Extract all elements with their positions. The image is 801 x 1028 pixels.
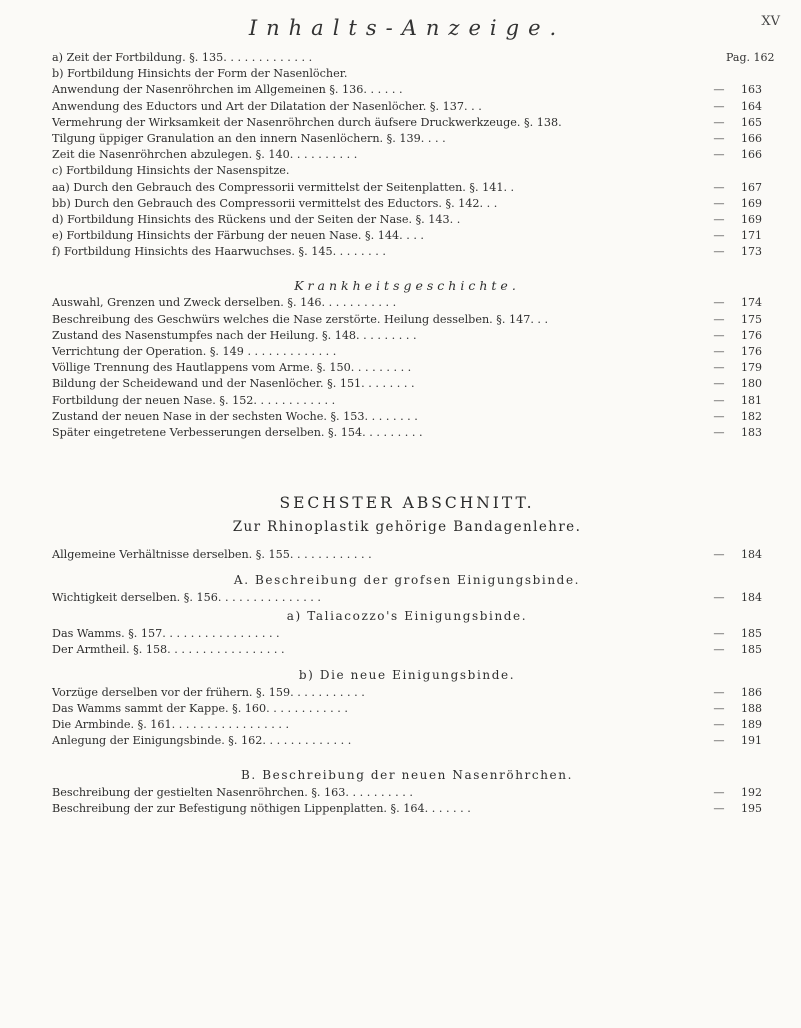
toc-entry-dash: — (713, 548, 725, 562)
toc-entry-text: f) Fortbildung Hinsichts des Haarwuchses. §. 145. . . . . . . . (52, 245, 386, 259)
toc-entry (52, 147, 762, 163)
toc-entry (52, 733, 762, 749)
toc-entry-text: Später eingetretene Verbesserungen derselben. §. 154. . . . . . . . . (52, 425, 423, 439)
toc-entry (52, 99, 762, 115)
toc-entry-page: 189 (741, 718, 762, 732)
section-subtitle: Zur Rhinoplastik gehörige Bandagenlehre. (232, 519, 582, 536)
toc-entry-page: 181 (741, 393, 762, 407)
toc-entry-page: 163 (741, 83, 762, 97)
toc-entry-page: 182 (741, 409, 762, 423)
toc-entry-page: 180 (741, 377, 762, 391)
toc-entry-text: Das Wamms sammt der Kappe. §. 160. . . . . . . . . . . . (52, 702, 348, 716)
toc-block-krankheitsgeschichte (52, 295, 762, 441)
toc-entry-text: Tilgung üppiger Granulation an den innern Nasenlöchern. §. 139. . . . (52, 131, 446, 145)
toc-entry-dash: — (713, 425, 725, 439)
toc-entry-text: e) Fortbildung Hinsichts der Färbung der neuen Nase. §. 144. . . . (52, 229, 424, 243)
heading-b-lower: b) Die neue Einigungsbinde. (298, 667, 516, 682)
toc-entry (52, 626, 762, 642)
toc-line-allgemeine (52, 547, 762, 563)
toc-entry-page: 184 (741, 591, 762, 605)
toc-entry-text: Anwendung der Nasenröhrchen im Allgemeinen §. 136. . . . . . (52, 83, 403, 97)
toc-entry-dash: — (713, 361, 725, 375)
toc-entry-dash: — (713, 196, 725, 210)
toc-entry-page: 166 (741, 131, 762, 145)
toc-entry-text: Völlige Trennung des Hautlappens vom Arme. §. 150. . . . . . . . . (52, 361, 412, 375)
toc-entry (52, 717, 762, 733)
toc-line-wichtigkeit (52, 590, 762, 606)
toc-entry-text: Bildung der Scheidewand und der Nasenlöcher. §. 151. . . . . . . . (52, 377, 415, 391)
toc-entry-dash: — (713, 245, 725, 259)
toc-entry-text: Allgemeine Verhältnisse derselben. §. 155. . . . . . . . . . . . (52, 548, 372, 562)
toc-entry-text: bb) Durch den Gebrauch des Compressorii vermittelst des Eductors. §. 142. . . (52, 196, 498, 210)
toc-entry-dash: — (713, 718, 725, 732)
toc-entry-page: 192 (741, 785, 762, 799)
toc-entry (52, 180, 762, 196)
page-title: Inhalts-Anzeige. (248, 16, 566, 40)
toc-entry-text: Anlegung der Einigungsbinde. §. 162. . . . . . . . . . . . . (52, 734, 352, 748)
toc-entry-page: 167 (741, 180, 762, 194)
toc-entry-page: 173 (741, 245, 762, 259)
toc-block-neue-binde (52, 685, 762, 750)
toc-entry-dash: — (713, 345, 725, 358)
heading-a-upper: A. Beschreibung der grofsen Einigungsbinde. (233, 573, 581, 588)
toc-entry-page: 186 (741, 685, 762, 699)
toc-entry-text: Zustand der neuen Nase in der sechsten Woche. §. 153. . . . . . . . (52, 409, 418, 423)
toc-entry-dash: — (713, 229, 725, 243)
toc-entry-dash: — (713, 148, 725, 162)
toc-entry-text: Fortbildung der neuen Nase. §. 152. . . . . . . . . . . . (52, 393, 336, 407)
toc-entry (52, 409, 762, 425)
toc-entry-page: Pag. 162 (726, 51, 775, 64)
toc-entry-text: Beschreibung der zur Befestigung nöthigen Lippenplatten. §. 164. . . . . . . (52, 801, 471, 815)
toc-block-taliacozzo (52, 626, 762, 658)
toc-entry-dash: — (713, 702, 725, 716)
toc-entry (52, 685, 762, 701)
toc-entry-dash: — (713, 642, 725, 656)
toc-entry-dash: — (713, 377, 725, 391)
toc-entry (52, 425, 762, 441)
toc-entry (52, 801, 762, 817)
toc-entry-dash: — (713, 212, 725, 226)
toc-entry-text: Verrichtung der Operation. §. 149 . . . . . . . . . . . . . (52, 345, 337, 358)
toc-entry-text: aa) Durch den Gebrauch des Compressorii vermittelst der Seitenplatten. §. 141. . (52, 180, 515, 194)
page-number: XV (761, 14, 780, 29)
toc-block-fortbildung (52, 50, 775, 260)
toc-entry-page: 184 (741, 548, 762, 562)
toc-entry-page: 166 (741, 148, 762, 162)
toc-entry-text: Beschreibung des Geschwürs welches die Nase zerstörte. Heilung desselben. §. 147. . . (52, 312, 549, 326)
toc-entry (52, 196, 762, 212)
toc-entry (52, 50, 775, 66)
heading-b-upper: B. Beschreibung der neuen Nasenröhrchen. (241, 767, 573, 782)
toc-entry (52, 328, 762, 344)
toc-entry-text: Anwendung des Eductors und Art der Dilatation der Nasenlöcher. §. 137. . . (52, 99, 482, 113)
toc-entry-dash: — (713, 131, 725, 145)
toc-entry-page: 174 (741, 296, 762, 310)
toc-entry (52, 312, 762, 328)
toc-entry (52, 163, 762, 179)
heading-a-lower: a) Taliacozzo's Einigungsbinde. (286, 608, 528, 623)
toc-entry-page: 195 (741, 801, 762, 815)
toc-entry-text: Zeit die Nasenröhrchen abzulegen. §. 140. . . . . . . . . . (52, 148, 358, 162)
toc-entry-page: 183 (741, 425, 762, 439)
toc-entry-dash: — (713, 328, 725, 342)
krankheitsgeschichte-heading: Krankheitsgeschichte. (294, 278, 520, 294)
toc-entry-text: Beschreibung der gestielten Nasenröhrchen. §. 163. . . . . . . . . . (52, 785, 413, 799)
toc-entry-dash: — (713, 626, 725, 640)
toc-entry-dash: — (713, 801, 725, 815)
toc-entry (52, 785, 762, 801)
toc-entry (52, 115, 762, 131)
toc-entry (52, 244, 762, 260)
section-title: SECHSTER ABSCHNITT. (279, 494, 535, 513)
toc-entry-page: 176 (741, 328, 762, 342)
toc-entry-page: 176 (741, 345, 762, 358)
toc-block-nasenroehrchen (52, 785, 762, 817)
toc-entry-text: Vorzüge derselben vor der frühern. §. 159. . . . . . . . . . . (52, 685, 365, 699)
toc-entry-page: 191 (741, 734, 762, 748)
toc-page (52, 14, 780, 817)
toc-entry-page: 164 (741, 99, 762, 113)
toc-entry-page: 175 (741, 312, 762, 326)
toc-entry (52, 82, 762, 98)
toc-entry-dash: — (713, 180, 725, 194)
toc-entry-text: d) Fortbildung Hinsichts des Rückens und der Seiten der Nase. §. 143. . (52, 212, 461, 226)
toc-entry-text: b) Fortbildung Hinsichts der Form der Nasenlöcher. (52, 67, 348, 81)
toc-entry-text: a) Zeit der Fortbildung. §. 135. . . . . . . . . . . . . (52, 51, 313, 64)
toc-entry-page: 169 (741, 212, 762, 226)
toc-entry-text: Vermehrung der Wirksamkeit der Nasenröhrchen durch äufsere Druckwerkzeuge. §. 138. (52, 115, 562, 129)
toc-entry-dash: — (713, 99, 725, 113)
toc-entry (52, 295, 762, 311)
toc-entry (52, 360, 762, 376)
toc-entry-page: 169 (741, 196, 762, 210)
toc-entry-page: 171 (741, 229, 762, 243)
toc-entry-text: Auswahl, Grenzen und Zweck derselben. §. 146. . . . . . . . . . . (52, 296, 397, 310)
toc-entry-page: 185 (741, 626, 762, 640)
toc-entry-dash: — (713, 296, 725, 310)
toc-entry (52, 393, 762, 409)
toc-entry-text: Der Armtheil. §. 158. . . . . . . . . . . . . . . . . (52, 642, 285, 656)
toc-entry (52, 131, 762, 147)
toc-entry-dash: — (713, 115, 725, 129)
toc-entry-dash: — (713, 685, 725, 699)
toc-entry-dash: — (713, 591, 725, 605)
toc-entry-dash: — (713, 785, 725, 799)
toc-entry (52, 590, 762, 606)
toc-entry (52, 376, 762, 392)
toc-entry-page: 185 (741, 642, 762, 656)
toc-entry (52, 66, 762, 82)
toc-entry-dash: — (713, 734, 725, 748)
toc-entry-text: Die Armbinde. §. 161. . . . . . . . . . . . . . . . . (52, 718, 290, 732)
toc-entry (52, 228, 762, 244)
toc-entry (52, 642, 762, 658)
toc-entry-dash: — (713, 312, 725, 326)
toc-entry (52, 344, 762, 360)
toc-entry-page: 179 (741, 361, 762, 375)
toc-entry-text: Das Wamms. §. 157. . . . . . . . . . . . . . . . . (52, 626, 280, 640)
toc-entry-page: 188 (741, 702, 762, 716)
running-head (52, 14, 780, 50)
toc-entry (52, 212, 762, 228)
toc-entry-dash: — (713, 393, 725, 407)
toc-entry-dash: — (713, 83, 725, 97)
toc-entry (52, 547, 762, 563)
toc-entry-text: Wichtigkeit derselben. §. 156. . . . . . . . . . . . . . . (52, 591, 321, 605)
toc-entry-text: c) Fortbildung Hinsichts der Nasenspitze. (52, 164, 290, 178)
toc-entry-dash: — (713, 409, 725, 423)
toc-entry (52, 701, 762, 717)
toc-entry-text: Zustand des Nasenstumpfes nach der Heilung. §. 148. . . . . . . . . (52, 328, 417, 342)
toc-entry-page: 165 (741, 115, 762, 129)
